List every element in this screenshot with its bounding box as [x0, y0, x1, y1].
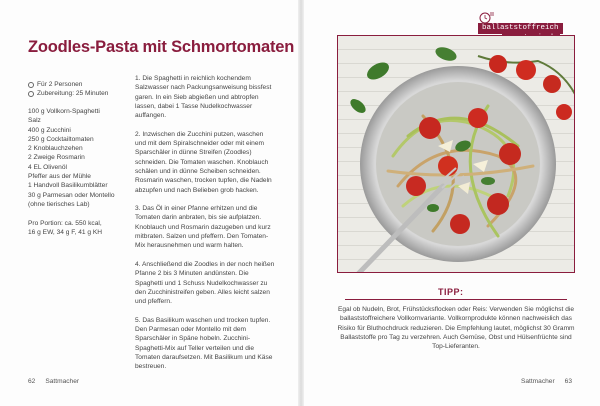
recipe-steps — [135, 74, 275, 381]
recipe-title: Zoodles-Pasta mit Schmortomaten — [28, 38, 295, 56]
ingredient-item: 4 EL Olivenöl — [28, 163, 67, 171]
servings-text: Für 2 Personen — [37, 81, 83, 88]
tipp-divider — [345, 299, 567, 300]
step-1: 1. Die Spaghetti in reichlich kochendem Salzwasser nach Packungsanweisung bissfest garen. In ein Sieb abgießen und abtropfen lassen, dabei 1 Tasse Nudelkochwasser auffangen. — [135, 75, 272, 120]
ingredient-item: 400 g Zucchini — [28, 126, 71, 134]
prep-time-text: Zubereitung: 25 Minuten — [37, 90, 109, 98]
clock-icon — [28, 91, 34, 97]
nutrition-line: 16 g EW, 34 g F, 41 g KH — [28, 229, 103, 237]
step-5: 5. Das Basilikum waschen und trocken tupfen. Den Parmesan oder Montello mit dem Sparschäler in Späne hobeln. Zucchini-Spaghetti-Mix auf Teller verteilen und die Tomaten daraufsetzen. Mit Basilikum und Käse bestreuen. — [135, 316, 273, 371]
ingredient-item: 30 g Parmesan oder Montello — [28, 191, 115, 199]
step-2: 2. Inzwischen die Zucchini putzen, waschen und mit dem Spiralschneider oder mit einem Sparschäler in dünne Streifen (Zoodles) schneiden. Die Tomaten waschen. Knoblauch schälen und in dünne Scheiben schneiden. Rosmarin waschen, trocken tupfen, die Nadeln abzupfen und nach Belieben grob hacken. — [135, 130, 272, 194]
step-4: 4. Anschließend die Zoodles in der noch heißen Pfanne 2 bis 3 Minuten andünsten. Die Spaghetti und 1 Schuss Nudelkochwasser zu den Zucchinistreifen geben. Alles leicht salzen und pfeffern. — [135, 260, 275, 306]
recipe-meta — [28, 80, 128, 98]
servings-row — [28, 80, 128, 89]
tag-ballaststoffreich: ballaststoffreich — [478, 23, 563, 34]
ingredient-item: 2 Knoblauchzehen — [28, 145, 83, 153]
ingredient-item: 250 g Cocktailtomaten — [28, 135, 94, 143]
section-label-left: Sattmacher — [45, 378, 80, 385]
step-3: 3. Das Öl in einer Pfanne erhitzen und die Tomaten darin anbraten, bis sie aufplatzen. Knoblauch und Rosmarin dazugeben und kurz mitbraten. Salzen und pfeffern. Den Tomaten-Mix herausnehmen und warm halten. — [135, 205, 271, 250]
ingredient-item: 2 Zweige Rosmarin — [28, 154, 85, 162]
ingredient-item: 1 Handvoll Basilikumblätter — [28, 182, 108, 190]
ingredient-item: Salz — [28, 117, 41, 125]
book-gutter — [298, 0, 304, 406]
section-label-right: Sattmacher — [520, 378, 555, 385]
ingredient-item: Pfeffer aus der Mühle — [28, 173, 91, 181]
folio-right — [511, 378, 572, 385]
page-number-right: 63 — [564, 378, 572, 385]
ingredient-list — [28, 107, 128, 209]
zoodles-pasta-photo — [337, 35, 575, 273]
tag-logo-icon — [478, 10, 496, 24]
dish-illustration — [338, 36, 575, 273]
tipp-title: TIPP: — [438, 287, 464, 297]
nutrition-line: Pro Portion: ca. 550 kcal, — [28, 220, 102, 227]
people-icon — [28, 82, 34, 88]
ingredient-item: 100 g Vollkorn-Spaghetti — [28, 108, 100, 115]
ingredient-item: (ohne tierisches Lab) — [28, 200, 90, 208]
page-number-left: 62 — [28, 378, 36, 385]
nutrition-info — [28, 219, 132, 238]
tipp-text: Egal ob Nudeln, Brot, Frühstücksflocken oder Reis: Verwenden Sie möglichst die ballaststoffreichere Vollkornvariante. Vollkornprodukte können nachweislich das Risiko für Bluthochdruck reduzieren. Die Empfehlung lautet, möglichst 30 Gramm Ballaststoffe pro Tag zu verzehren. Auch Gemüse, Obst und Hülsenfrüchte sind Top-Lieferanten. — [337, 306, 575, 351]
folio-left — [28, 378, 89, 385]
prep-time-row — [28, 89, 128, 98]
